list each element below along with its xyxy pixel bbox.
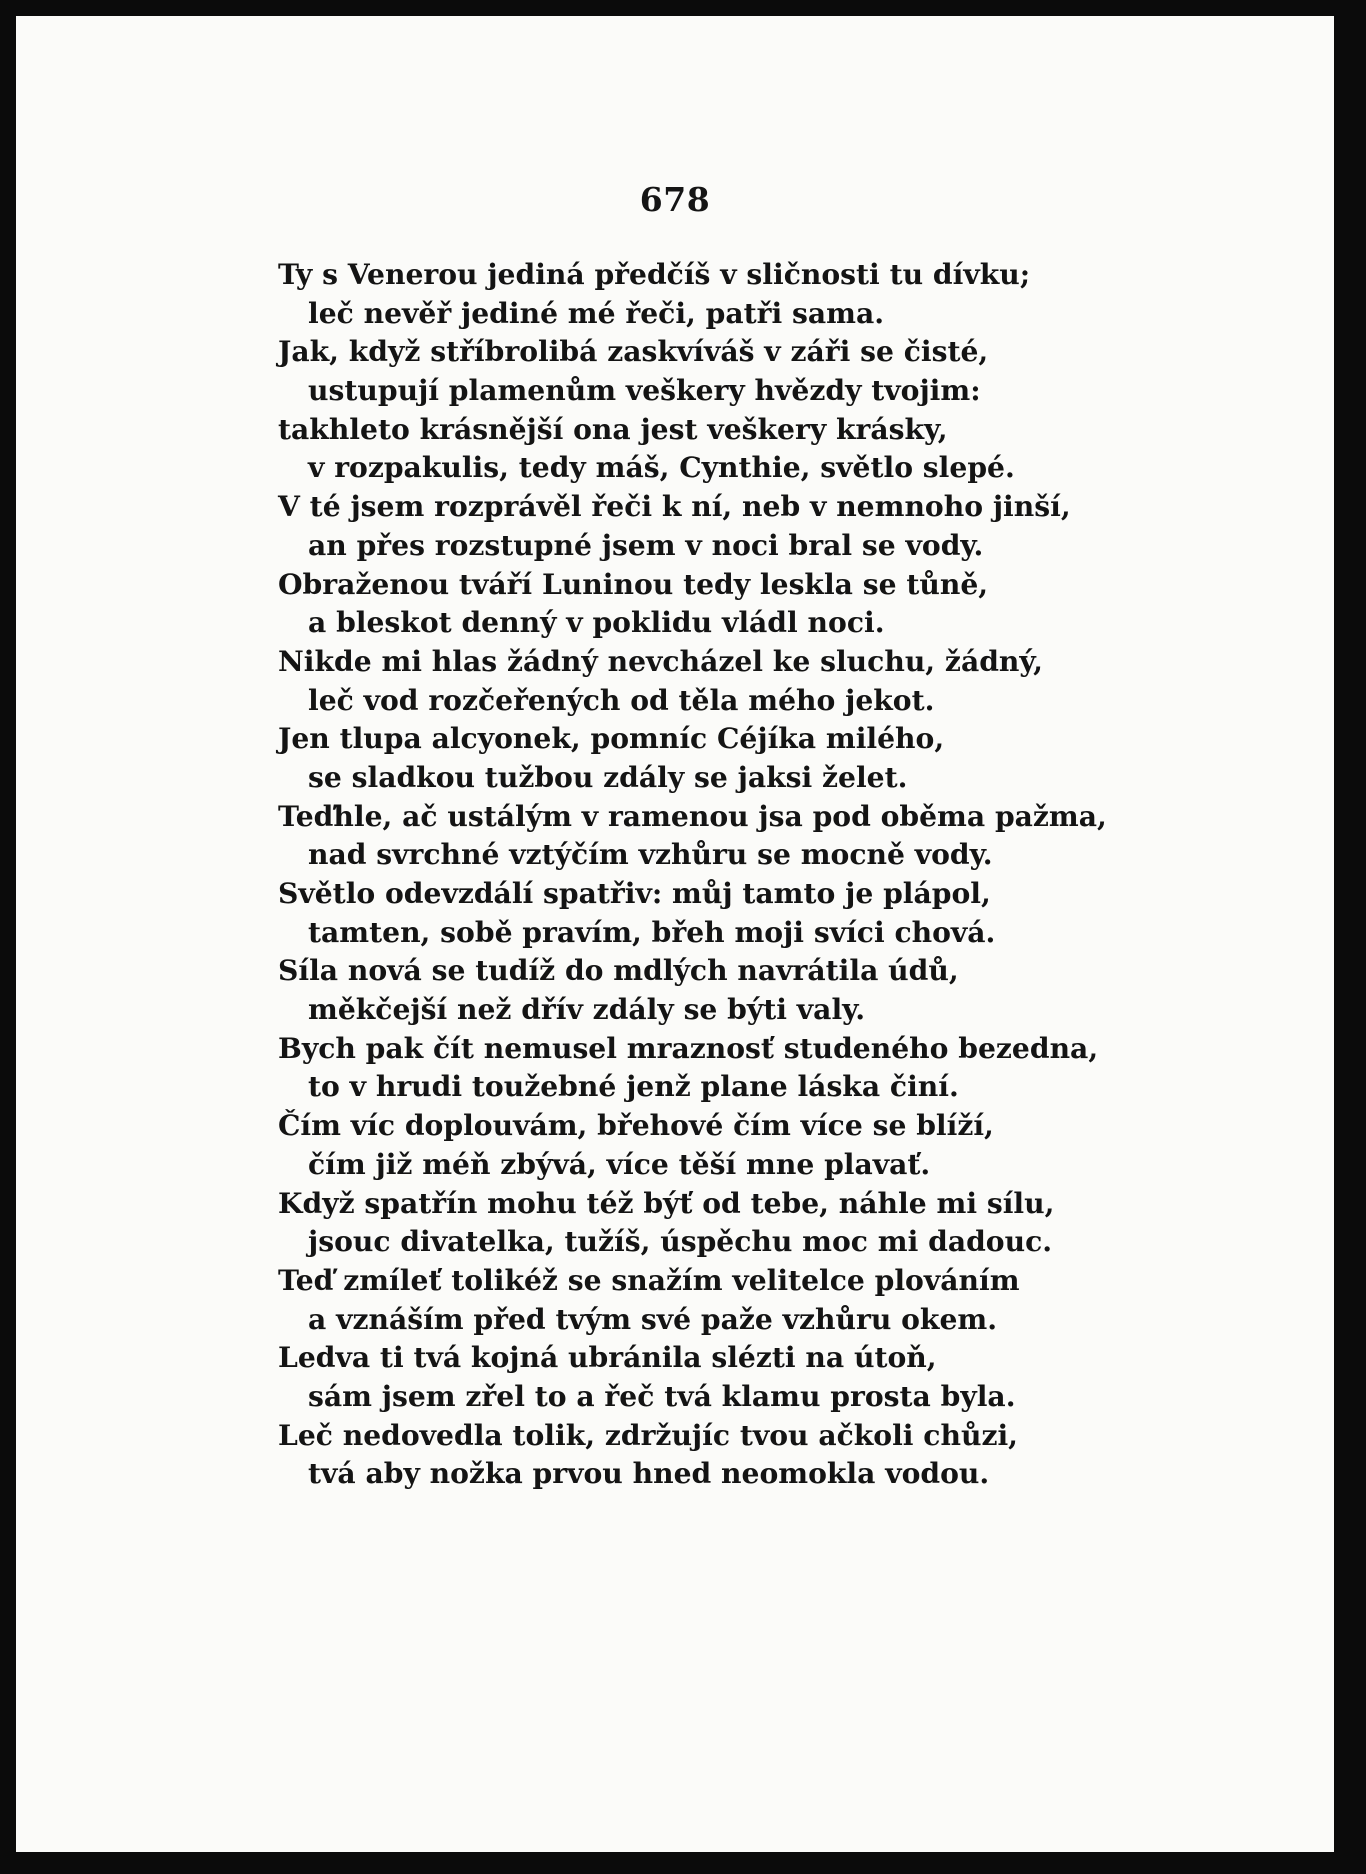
- poem-line: a bleskot denný v poklidu vládl noci.: [308, 606, 885, 640]
- poem-line: tvá aby nožka prvou hned neomokla vodou.: [308, 1457, 990, 1491]
- poem-text: [278, 256, 1298, 1494]
- poem-line: Leč nedovedla tolik, zdržujíc tvou ačkoli chůzi,: [278, 1418, 1018, 1452]
- poem-line: ustupují plamenům veškery hvězdy tvojim:: [308, 374, 981, 408]
- page-number: 678: [639, 180, 711, 219]
- book-page: [16, 16, 1334, 1852]
- poem-line: to v hrudi toužebné jenž plane láska činí.: [308, 1070, 959, 1104]
- poem-line: se sladkou tužbou zdály se jaksi želet.: [308, 760, 908, 794]
- poem-line: Teďhle, ač ustálým v ramenou jsa pod oběma pažma,: [278, 799, 1107, 833]
- poem-line: jsouc divatelka, tužíš, úspěchu moc mi dadouc.: [308, 1225, 1053, 1259]
- poem-line: Jak, když stříbrolibá zaskvíváš v záři se čisté,: [278, 335, 989, 369]
- poem-line: Jen tlupa alcyonek, pomníc Céjíka milého,: [278, 722, 945, 756]
- poem-line: Když spatřín mohu též býť od tebe, náhle mi sílu,: [278, 1186, 1055, 1220]
- poem-line: Čím víc doplouvám, břehové čím více se blíží,: [278, 1109, 994, 1143]
- poem-line: Nikde mi hlas žádný nevcházel ke sluchu, žádný,: [278, 644, 1043, 678]
- poem-line: Světlo odevzdálí spatřiv: můj tamto je plápol,: [278, 877, 991, 910]
- poem-line: leč nevěř jediné mé řeči, patři sama.: [308, 296, 885, 330]
- poem-line: čím již méň zbývá, více těší mne plavať.: [308, 1147, 931, 1181]
- poem-line: tamten, sobě pravím, břeh moji svíci chová.: [308, 915, 996, 949]
- poem-line: a vznáším před tvým své paže vzhůru okem.: [308, 1302, 998, 1336]
- poem-line: Bych pak čít nemusel mraznosť studeného bezedna,: [278, 1031, 1099, 1065]
- poem-line: Ledva ti tvá kojná ubránila slézti na útoň,: [278, 1341, 937, 1375]
- poem-line: měkčejší než dřív zdály se býti valy.: [308, 993, 866, 1027]
- poem-line: Teď zmíleť tolikéž se snažím velitelce plováním: [278, 1263, 1020, 1297]
- poem-line: Ty s Venerou jediná předčíš v sličnosti tu dívku;: [278, 258, 1031, 291]
- poem-line: nad svrchné vztýčím vzhůru se mocně vody.: [308, 838, 993, 872]
- poem-line: V té jsem rozprávěl řeči k ní, neb v nemnoho jinší,: [278, 490, 1071, 524]
- poem-line: Síla nová se tudíž do mdlých navrátila údů,: [278, 954, 959, 988]
- poem-line: v rozpakulis, tedy máš, Cynthie, světlo slepé.: [308, 451, 1015, 485]
- poem-line: Obraženou tváří Luninou tedy leskla se tůně,: [278, 567, 989, 601]
- poem-line: sám jsem zřel to a řeč tvá klamu prosta byla.: [308, 1379, 1016, 1413]
- poem-line: an přes rozstupné jsem v noci bral se vody.: [308, 528, 984, 562]
- poem-line: takhleto krásnější ona jest veškery krásky,: [278, 412, 948, 446]
- poem-line: leč vod rozčeřených od těla mého jekot.: [308, 683, 935, 717]
